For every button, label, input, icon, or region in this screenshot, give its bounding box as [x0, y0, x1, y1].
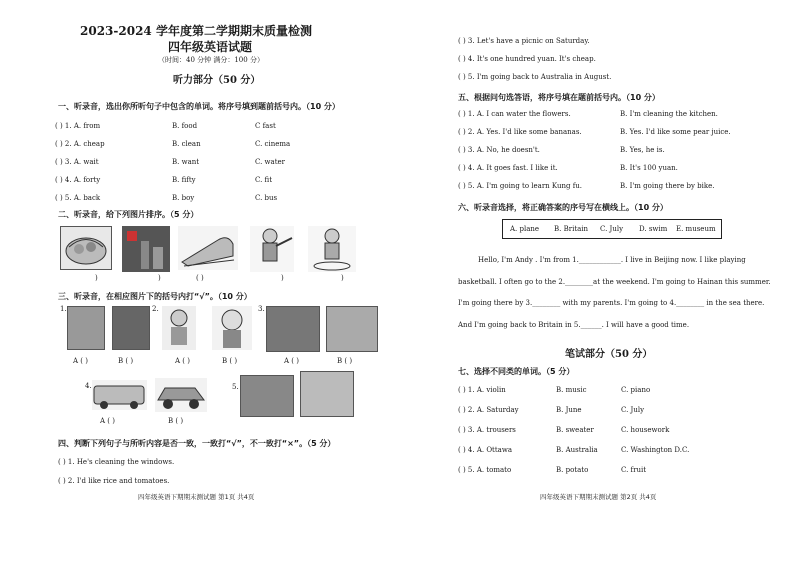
option-a-bracket[interactable]: A ( ) [175, 357, 190, 365]
passage-line: basketball. I often go to the 2.________at the weekend. I'm going to Hainan this summer. [458, 278, 771, 286]
answer-bracket[interactable]: ( ) [196, 274, 204, 282]
section-6-heading: 六、听录音选择，将正确答案的序号写在横线上。（10 分） [458, 203, 668, 212]
exam-title: 2023-2024 学年度第二学期期末质量检测 [80, 24, 312, 38]
picture-tower [112, 306, 150, 350]
list-item: ( ) 5. A. I'm going to learn Kung fu. [458, 182, 583, 190]
list-item: ( ) 1. A. violin [458, 386, 506, 394]
section-1-heading: 一、听录音，选出你所听句子中包含的单词。将序号填到题前括号内。（10 分） [58, 102, 340, 111]
word-option: D. swim [639, 225, 668, 233]
option-c: C. Washington D.C. [621, 446, 690, 454]
list-item: ( ) 3. Let's have a picnic on Saturday. [458, 37, 590, 45]
list-item: ( ) 5. A. back [55, 194, 101, 202]
list-item: ( ) 4. A. Ottawa [458, 446, 513, 454]
option-c: C. fit [255, 176, 273, 184]
list-item: ( ) 3. A. wait [55, 158, 99, 166]
option-b: B. I'm cleaning the kitchen. [620, 110, 718, 118]
list-item: ( ) 4. A. forty [55, 176, 101, 184]
picture-boy-violin [250, 226, 294, 272]
option-b-bracket[interactable]: B ( ) [118, 357, 134, 365]
list-item: ( ) 5. I'm going back to Australia in August. [458, 73, 612, 81]
option-b: B. food [172, 122, 198, 130]
option-a-bracket[interactable]: A ( ) [100, 417, 115, 425]
list-item: ( ) 2. A. Yes. I'd like some bananas. [458, 128, 582, 136]
item-number: 3. [258, 305, 265, 313]
option-a-bracket[interactable]: A ( ) [284, 357, 299, 365]
option-c: C. piano [621, 386, 651, 394]
option-b: B. fifty [172, 176, 196, 184]
picture-boy-skating [308, 226, 356, 272]
answer-bracket[interactable]: ) [341, 274, 344, 282]
passage-line: I'm going there by 3.________ with my parents. I'm going to 4.________ in the sea there. [458, 299, 765, 307]
answer-bracket[interactable]: ) [281, 274, 284, 282]
list-item: ( ) 1. A. I can water the flowers. [458, 110, 571, 118]
picture-building [67, 306, 105, 350]
option-c: C. cinema [255, 140, 291, 148]
picture-street [266, 306, 320, 352]
option-b-bracket[interactable]: B ( ) [337, 357, 353, 365]
option-c: C. fruit [621, 466, 647, 474]
passage-line: Hello, I'm Andy . I'm from 1.____________. I live in Beijing now. I like playing [478, 256, 746, 264]
list-item: ( ) 2. A. Saturday [458, 406, 519, 414]
picture-kids-reading [300, 371, 354, 417]
option-b: B. music [556, 386, 587, 394]
picture-girl-apple [162, 306, 196, 350]
written-part-title: 笔试部分（50 分） [565, 349, 653, 360]
option-a-bracket[interactable]: A ( ) [73, 357, 88, 365]
word-option: B. Britain [554, 225, 589, 233]
word-option: E. museum [676, 225, 716, 233]
item-number: 5. [232, 383, 239, 391]
picture-people [240, 375, 294, 417]
option-c: C. water [255, 158, 286, 166]
section-5-heading: 五、根据问句选答语，将序号填在题前括号内。（10 分） [458, 93, 660, 102]
page-footer: 四年级英语下期期末测试题 第2页 共4页 [540, 493, 657, 501]
picture-car [155, 378, 207, 412]
listening-part-title: 听力部分（50 分） [173, 75, 261, 86]
option-b: B. potato [556, 466, 589, 474]
section-3-heading: 三、听录音，在相应图片下的括号内打“√”。（10 分） [58, 292, 252, 301]
list-item: ( ) 4. A. It goes fast. I like it. [458, 164, 558, 172]
option-b: B. Yes, he is. [620, 146, 665, 154]
list-item: ( ) 2. A. cheap [55, 140, 105, 148]
item-number: 2. [152, 305, 159, 313]
exam-subtitle: 四年级英语试题 [168, 40, 253, 54]
option-b: B. June [556, 406, 582, 414]
exam-info: （时间：40 分钟 满分：100 分） [158, 56, 264, 64]
option-b: B. Yes. I'd like some pear juice. [620, 128, 731, 136]
answer-bracket[interactable]: ) [95, 274, 98, 282]
option-c: C fast [255, 122, 276, 130]
item-number: 1. [60, 305, 67, 313]
list-item: ( ) 4. It's one hundred yuan. It's cheap. [458, 55, 596, 63]
picture-fruit-bowl [60, 226, 112, 270]
option-b: B. want [172, 158, 200, 166]
picture-bus [92, 380, 147, 410]
section-4-heading: 四、判断下列句子与所听内容是否一致，一致打“√”，不一致打“×”。（5 分） [58, 439, 336, 448]
option-b: B. I'm going there by bike. [620, 182, 715, 190]
list-item: ( ) 3. A. No, he doesn't. [458, 146, 540, 154]
option-c: C. July [621, 406, 645, 414]
item-number: 4. [85, 382, 92, 390]
option-c: C. housework [621, 426, 670, 434]
option-c: C. bus [255, 194, 278, 202]
list-item: ( ) 5. A. tomato [458, 466, 512, 474]
list-item: ( ) 1. He's cleaning the windows. [58, 458, 175, 466]
picture-dolphin [326, 306, 378, 352]
answer-bracket[interactable]: ) [158, 274, 161, 282]
picture-city-night [122, 226, 170, 272]
option-b: B. clean [172, 140, 201, 148]
picture-train [178, 226, 238, 270]
option-b: B. Australia [556, 446, 598, 454]
option-b: B. sweater [556, 426, 594, 434]
list-item: ( ) 1. A. from [55, 122, 101, 130]
passage-line: And I'm going back to Britain in 5.______. I will have a good time. [458, 321, 690, 329]
option-b: B. boy [172, 194, 195, 202]
word-option: C. July [600, 225, 624, 233]
section-2-heading: 二、听录音，给下列图片排序。（5 分） [58, 210, 199, 219]
word-option: A. plane [510, 225, 540, 233]
page-footer: 四年级英语下期期末测试题 第1页 共4页 [138, 493, 255, 501]
picture-girl [212, 306, 252, 350]
list-item: ( ) 3. A. trousers [458, 426, 516, 434]
section-7-heading: 七、选择不同类的单词。（5 分） [458, 367, 575, 376]
option-b: B. It's 100 yuan. [620, 164, 678, 172]
list-item: ( ) 2. I'd like rice and tomatoes. [58, 477, 170, 485]
option-b-bracket[interactable]: B ( ) [222, 357, 238, 365]
option-b-bracket[interactable]: B ( ) [168, 417, 184, 425]
